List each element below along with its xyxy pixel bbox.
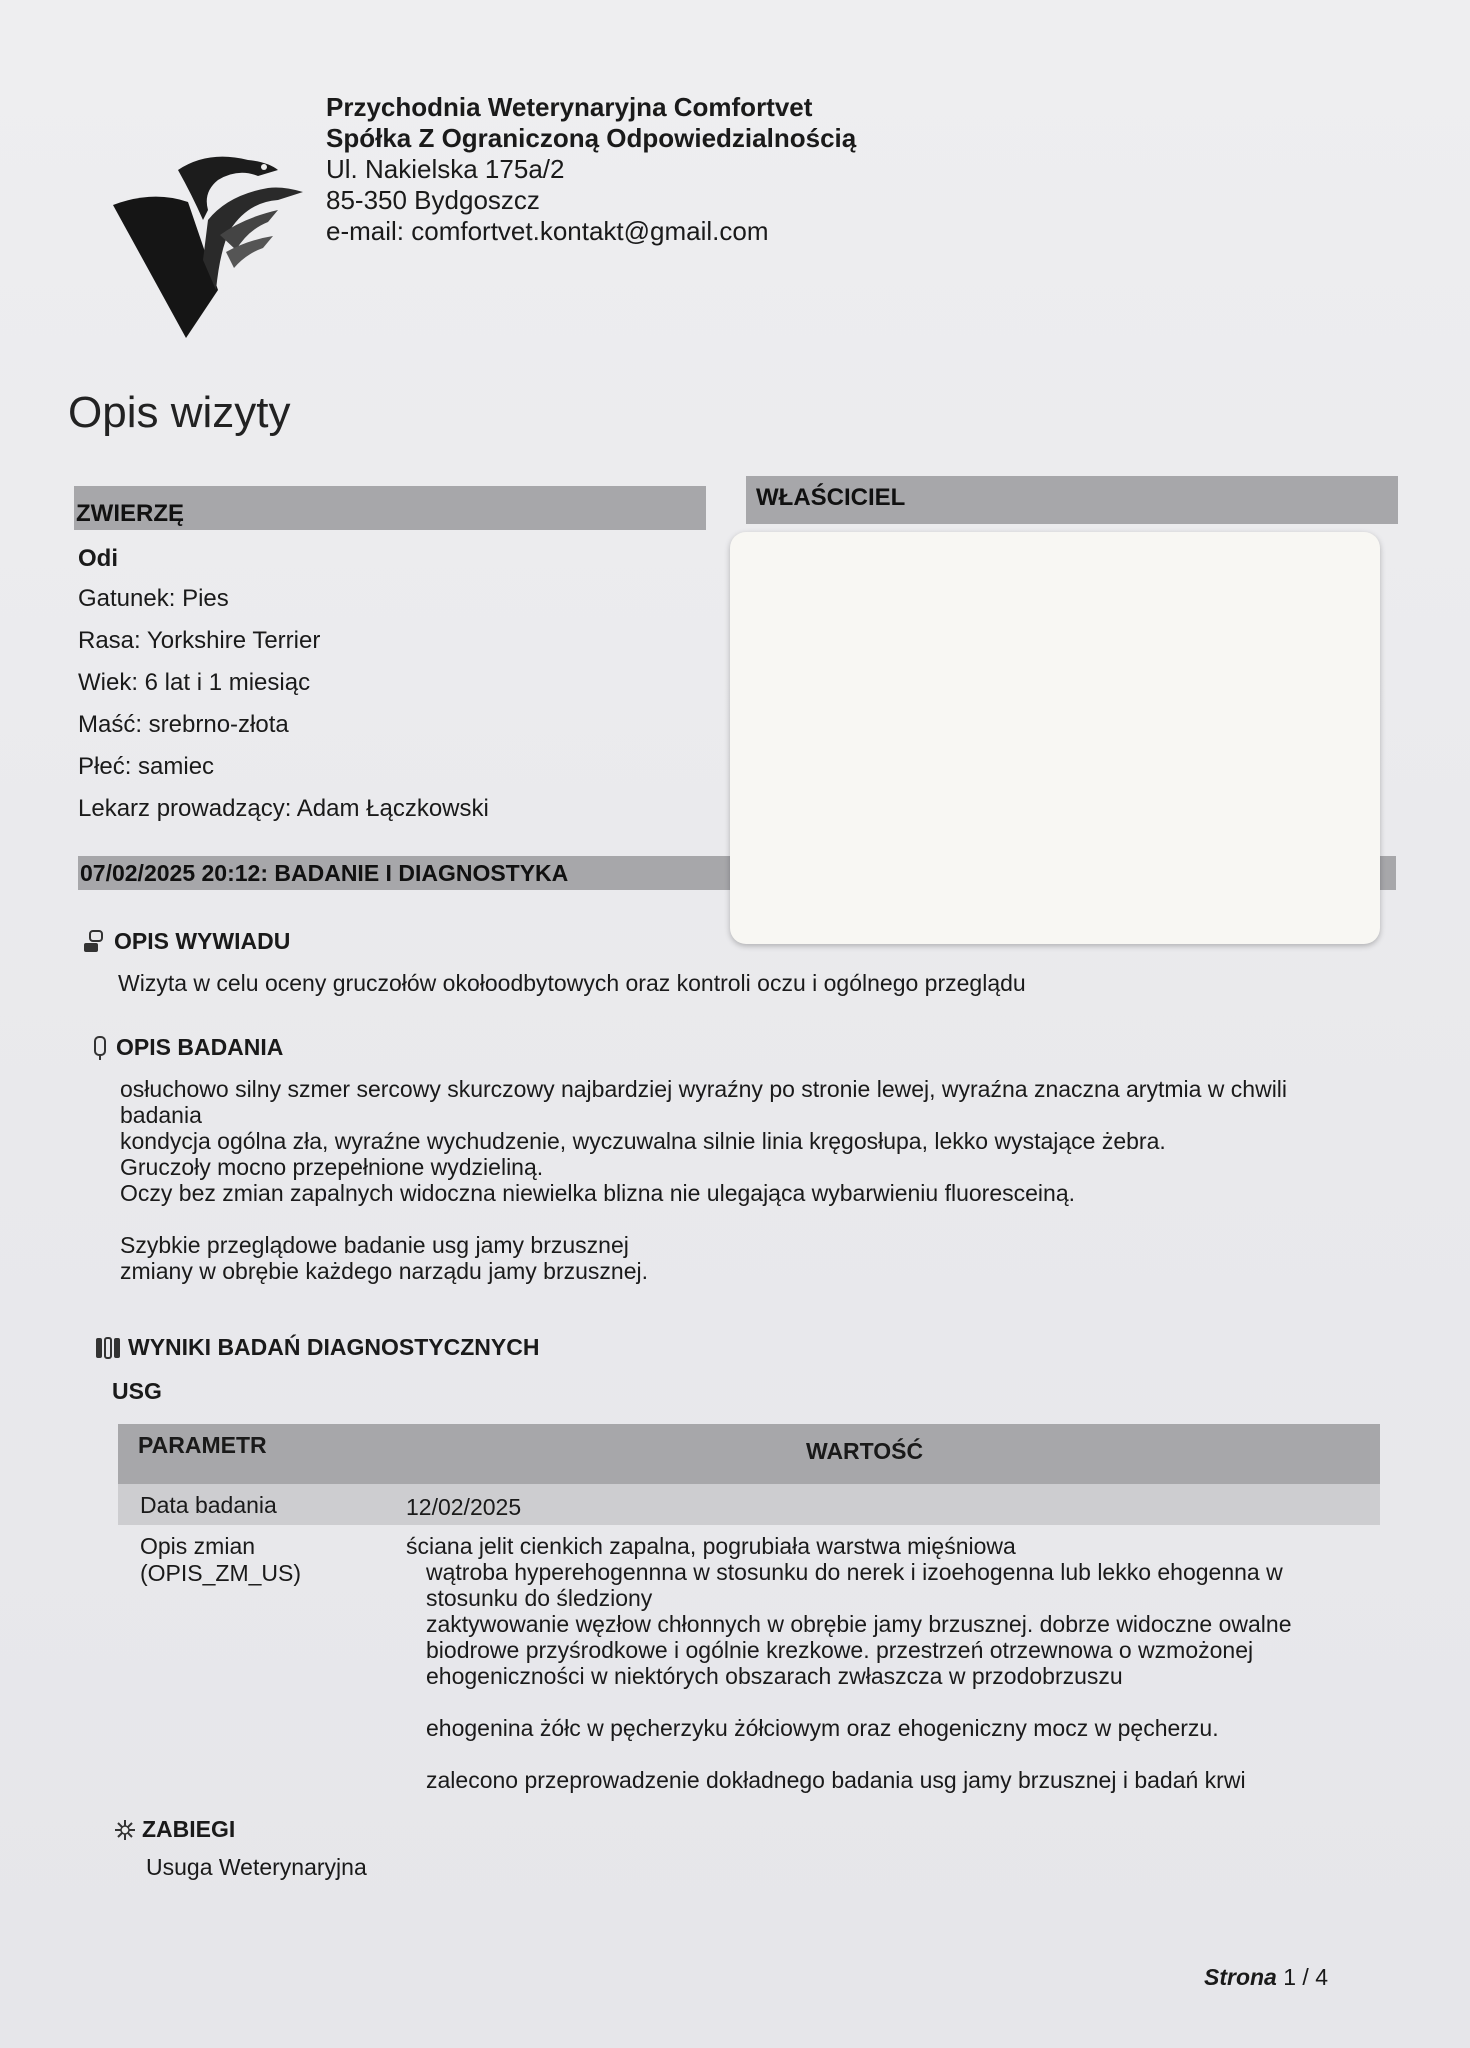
desc-line: zaktywowanie węzłow chłonnych w obrębie jamy brzusznej. dobrze widoczne owalne xyxy=(426,1611,1292,1637)
clinic-name-line1: Przychodnia Weterynaryjna Comfortvet xyxy=(326,92,813,122)
table-header xyxy=(118,1424,1380,1484)
row-date-value: 12/02/2025 xyxy=(406,1494,522,1520)
desc-line: stosunku do śledziony xyxy=(426,1585,653,1611)
table-row xyxy=(118,1484,1380,1525)
desc-line: biodrowe przyśrodkowe i ogólnie krezkowe. przestrzeń otrzewnowa o wzmożonej xyxy=(426,1637,1254,1663)
clinic-city: 85-350 Bydgoszcz xyxy=(326,185,540,215)
results-title: WYNIKI BADAŃ DIAGNOSTYCZNYCH xyxy=(128,1334,540,1360)
page-number xyxy=(1204,1964,1328,1991)
desc-line: ehogenina żółc w pęcherzyku żółciowym oraz ehogeniczny mocz w pęcherzu. xyxy=(426,1715,1219,1741)
animal-species: Gatunek: Pies xyxy=(78,585,229,612)
row-desc-param-line: Opis zmian xyxy=(140,1533,256,1559)
exam-icon xyxy=(90,1035,110,1061)
results-icon xyxy=(94,1336,122,1360)
results-heading xyxy=(94,1334,539,1361)
interview-text: Wizyta w celu oceny gruczołów okołoodbytowych oraz kontroli oczu i ogólnego przeglądu xyxy=(118,970,1026,996)
col-param: PARAMETR xyxy=(138,1432,267,1458)
page-current: 1 xyxy=(1283,1964,1297,1990)
page-total: 4 xyxy=(1315,1964,1328,1990)
page-separator: / xyxy=(1302,1964,1309,1990)
desc-line: ściana jelit cienkich zapalna, pogrubiała warstwa mięśniowa xyxy=(406,1533,1016,1559)
row-desc-param xyxy=(118,1525,406,1793)
visit-section-header: 07/02/2025 20:12: BADANIE I DIAGNOSTYKA xyxy=(78,856,1396,890)
clinic-logo-icon xyxy=(108,140,308,350)
interview-icon xyxy=(82,929,108,955)
procedures-heading xyxy=(114,1816,235,1843)
results-table xyxy=(118,1424,1380,1793)
exam-text xyxy=(120,1076,1287,1284)
desc-line: wątroba hyperehogennna w stosunku do nerek i izoehogenna lub lekko ehogenna w xyxy=(426,1559,1283,1585)
owner-section-header: WŁAŚCICIEL xyxy=(746,476,1398,524)
animal-details xyxy=(78,540,489,830)
exam-line: badania xyxy=(120,1102,202,1128)
row-date-param: Data badania xyxy=(140,1492,277,1518)
desc-line: ehogeniczności w niektórych obszarach zwłaszcza w przodobrzuszu xyxy=(426,1663,1123,1689)
exam-line: osłuchowo silny szmer sercowy skurczowy najbardziej wyraźny po stronie lewej, wyraźna znaczna arytmia w chwili xyxy=(120,1076,1288,1102)
row-desc-value xyxy=(406,1525,1380,1793)
page-label: Strona xyxy=(1204,1964,1277,1990)
animal-age: Wiek: 6 lat i 1 miesiąc xyxy=(78,669,311,696)
exam-title: OPIS BADANIA xyxy=(116,1034,284,1060)
exam-line: kondycja ogólna zła, wyraźne wychudzenie, wyczuwalna silnie linia kręgosłupa, lekko wystające żebra. xyxy=(120,1128,1166,1154)
exam-line: Gruczoły mocno przepełnione wydzieliną. xyxy=(120,1154,544,1180)
animal-doctor: Lekarz prowadzący: Adam Łączkowski xyxy=(78,795,489,822)
interview-heading xyxy=(82,928,290,955)
animal-name: Odi xyxy=(78,545,118,572)
procedures-title: ZABIEGI xyxy=(142,1816,236,1842)
animal-section-header: ZWIERZĘ xyxy=(74,486,706,530)
row-desc-param-line: (OPIS_ZM_US) xyxy=(140,1560,302,1586)
exam-line: Szybkie przeglądowe badanie usg jamy brzusznej xyxy=(120,1232,629,1258)
exam-line: Oczy bez zmian zapalnych widoczna niewielka blizna nie ulegająca wybarwieniu fluoresceiną. xyxy=(120,1180,1076,1206)
results-subtitle: USG xyxy=(112,1378,162,1404)
exam-line: zmiany w obrębie każdego narządu jamy brzusznej. xyxy=(120,1258,648,1284)
animal-breed: Rasa: Yorkshire Terrier xyxy=(78,627,321,654)
procedures-icon xyxy=(114,1819,136,1841)
interview-title: OPIS WYWIADU xyxy=(114,928,291,954)
animal-coat: Maść: srebrno-złota xyxy=(78,711,289,738)
clinic-header xyxy=(326,92,856,247)
table-row xyxy=(118,1525,1380,1793)
clinic-name-line2: Spółka Z Ograniczoną Odpowiedzialnością xyxy=(326,123,857,153)
page-title: Opis wizyty xyxy=(68,388,291,437)
exam-heading xyxy=(90,1034,283,1061)
clinic-email: e-mail: comfortvet.kontakt@gmail.com xyxy=(326,216,769,246)
animal-sex: Płeć: samiec xyxy=(78,753,215,780)
desc-line: zalecono przeprowadzenie dokładnego badania usg jamy brzusznej i badań krwi xyxy=(426,1767,1246,1793)
col-value: WARTOŚĆ xyxy=(806,1438,924,1464)
owner-redaction-card xyxy=(730,532,1380,944)
clinic-street: Ul. Nakielska 175a/2 xyxy=(326,154,565,184)
procedures-item: Usuga Weterynaryjna xyxy=(146,1854,367,1880)
